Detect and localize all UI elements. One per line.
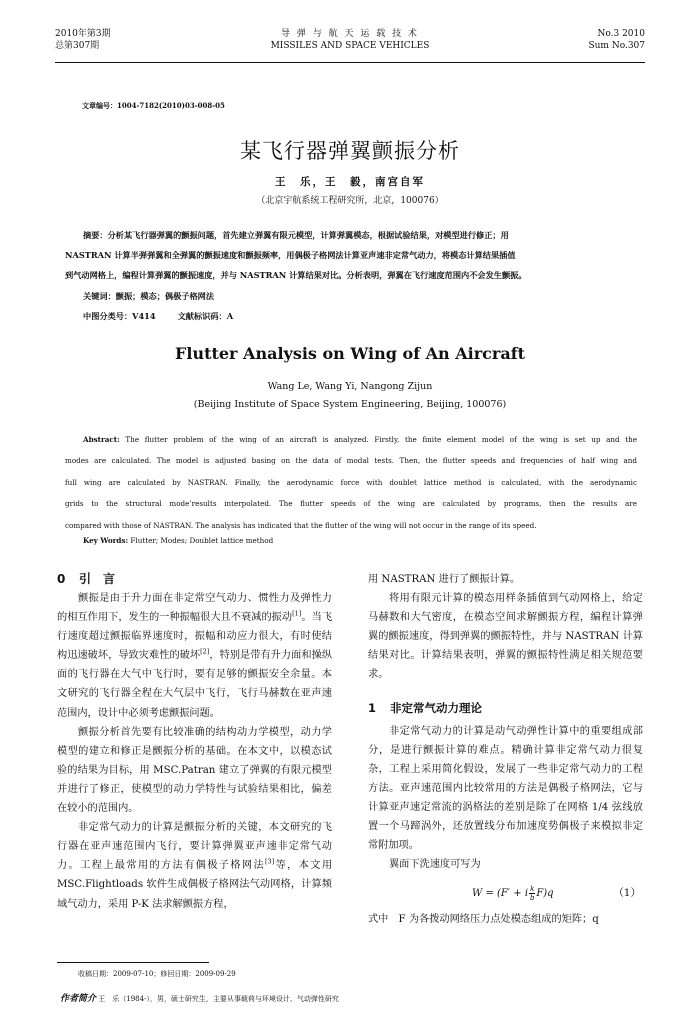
abstract-en-line: compared with those of NASTRAN. The analysis has indicated that the flutter of the wing will not occur in the range of its speed. [65,520,537,530]
abstract-en-label: Abstract: [83,435,120,444]
journal-name-cn: 导 弹 与 航 天 运 载 技 术 [281,29,419,39]
paragraph: 颤振是由于升力面在非定常空气动力、惯性力及弹性力的相互作用下，发生的一种振幅很大且不衰减的振动[1]。当飞行速度超过颤振临界速度时，振幅和动应力很大，有时使结构迅速破坏，导致灾难性的破坏[2]，特别是带有升力面和操纵面的飞行器在大气中飞行时，要有足够的颤振安全余量。本文研究的飞行器全程在大气层中飞行，飞行马赫数在亚声速范围内，设计中必须考虑颤振问题。 [57,593,333,719]
abstract-cn-line: 摘要：分析某飞行器弹翼的颤振问题，首先建立弹翼有限元模型，计算弹翼模态，根据试验结果，对模型进行修正；用 [83,230,509,240]
abstract-en-line: full wing are calculated by NASTRAN. Finally, the aerodynamic force with doublet lattice method is calculated, with the aerodynamic [65,477,637,487]
keywords-cn: 关键词：颤振；模态；偶极子格网法 [83,291,215,301]
abstract-cn [65,225,637,285]
footnote-rule [57,962,209,963]
authors-en: Wang Le, Wang Yi, Nangong Zijun [267,381,433,392]
paragraph: 非定常气动力的计算是动气动弹性计算中的重要组成部分，是进行颤振计算的难点。精确计算非定常气动力很复杂，工程上采用简化假设，发展了一些非定常气动力的工程方法。亚声速范围内比较常用的方法是偶极子格网法，它与计算亚声速定常流的涡格法的差别是除了在网格 1/4 弦线放置一个马蹄涡外，还放置线分布加速度势偶极子来模拟非定常附加项。 [368,725,643,852]
affiliation-cn: （北京宇航系统工程研究所，北京，100076） [256,196,444,206]
running-header [55,28,645,63]
section-title: 非定常气动力理论 [390,700,482,715]
issue-year: 2010年第3期 [55,29,111,39]
issue-no: No.3 2010 [597,29,645,39]
paragraph: 非定常气动力的计算是颤振分析的关键，本文研究的飞行器在亚声速范围内飞行，要计算弹翼亚声速非定常气动力。工程上最常用的方法有偶极子格网法[3]等，本文用 MSC.Flightloads 软件生成偶极子格网法气动网格，计算频域气动力，采用 P-K 法求解颤振方程， [57,822,333,910]
journal-name-en: MISSILES AND SPACE VEHICLES [270,41,430,51]
article-number: 文章编号：1004-7182(2010)03-008-05 [82,101,225,110]
clc-number: 中图分类号：V414 [83,311,156,321]
equation-formula: W = (F′ + i $\frac{k}{b}$ F)q [472,885,554,903]
classification-cn [83,311,233,322]
keywords-en-label: Key Words: [83,536,129,545]
issue-total: 总第307期 [55,41,100,51]
paragraph-continued: 用 NASTRAN 进行了颤振计算。 [368,574,521,585]
body-column-left [57,570,332,914]
equation-number: （1） [613,887,641,900]
abstract-en [65,429,637,536]
journal-name [55,28,645,52]
citation: [3] [265,857,275,866]
fraction: $\frac{k}{b}$ [529,885,535,903]
section-heading-1 [368,699,643,718]
citation: [1] [292,609,302,618]
footnote-dates: 收稿日期：2009-07-10；修回日期：2009-09-29 [78,970,236,978]
abstract-en-line: modes are calculated. The model is adjusted basing on the data of modal tests. Then, the flutter speeds and frequencies of half wing and [65,456,637,466]
paragraph: 翼面下洗速度可写为 [389,859,481,871]
title-cn: 某飞行器弹翼颤振分析 [240,139,460,163]
abstract-en-line: grids to the structural mode’results interpolated. The flutter speeds of the wing are calculated by programs, then the results are [65,499,637,509]
equation-explanation: 式中 F 为各拨动网络压力点处模态组成的矩阵；q [368,914,599,926]
issue-sum-no: Sum No.307 [588,41,645,51]
paragraph: 将用有限元计算的模态用样条插值到气动网格上，给定马赫数和大气密度，在模态空间求解颤振方程，编程计算弹翼的颤振速度，得到弹翼的颤振特性，并与 NASTRAN 计算结果对比。计算结果表明，弹翼的颤振特性满足相关规范要求。 [368,593,643,681]
affiliation-en: (Beijing Institute of Space System Engineering, Beijing, 100076) [193,399,507,410]
footnote-label: 作者简介 [60,994,97,1004]
authors-cn: 王 乐，王 毅，南宫自军 [275,176,425,188]
abstract-cn-line: NASTRAN 计算半弹弹翼和全弹翼的颤振速度和颤振频率，用偶极子格网法计算亚声速非定常气动力，将模态计算结果插值 [65,250,516,260]
title-en: Flutter Analysis on Wing of An Aircraft [175,344,525,363]
footnote-author: 作者简介 王 乐（1984-），男，硕士研究生，主要从事载荷与环境设计、气动弹性研究 [60,994,339,1004]
document-code: 文献标识码：A [177,311,234,321]
keywords-en: Key Words: Flutter; Modes; Doublet lattice method [83,536,274,545]
issue-number [588,28,645,52]
body-column-right [368,570,643,929]
equation-1 [368,878,643,906]
paragraph: 颤振分析首先要有比较准确的结构动力学模型，动力学模型的建立和修正是颤振分析的基础。在本文中，以模态试验的结果为目标，用 MSC.Patran 建立了弹翼的有限元模型并进行了修正，使模型的动力学特性与试验结果相比，偏差在较小的范围内。 [57,726,332,815]
abstract-cn-line: 到气动网格上，编程计算弹翼的颤振速度，并与 NASTRAN 计算结果对比。分析表明，弹翼在飞行速度范围内不会发生颤振。 [65,270,527,280]
section-number: 0 [57,572,66,586]
section-title: 引 言 [79,572,116,586]
section-heading-0 [57,570,332,589]
section-number: 1 [368,700,377,715]
citation: [2] [200,647,210,656]
abstract-en-line: Abstract: The flutter problem of the wing of an aircraft is analyzed. Firstly, the finite element model of the wing is set up and the [83,435,637,444]
